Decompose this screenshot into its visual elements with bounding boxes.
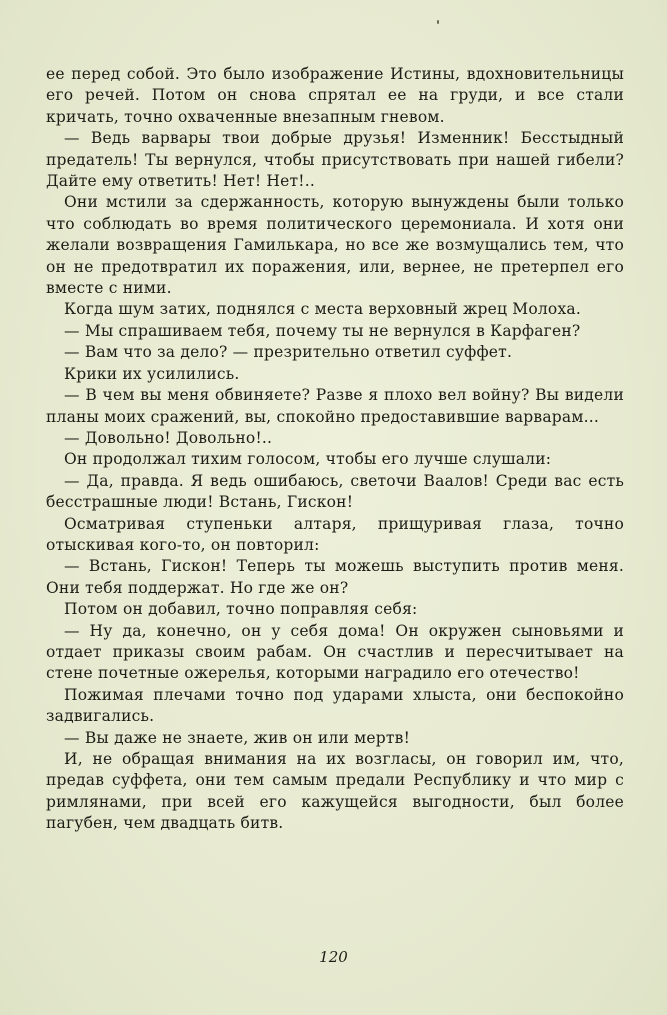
paragraph-10: Он продолжал тихим голосом, чтобы его лучше слушали: xyxy=(64,450,552,469)
paragraph-2: — Ведь варвары твои добрые друзья! Изменник! Бесстыдный предатель! Ты вернулся, чтобы присутствовать при нашей гибели? Дайте ему ответить! Нет! Нет!.. xyxy=(46,129,624,191)
paragraph-15: — Ну да, конечно, он у себя дома! Он окружен сыновьями и отдает приказы своим рабам. Он счастлив и пересчитывает на стене почетные ожерелья, которыми наградило его отечество! xyxy=(46,621,624,683)
paper-speck xyxy=(437,20,439,24)
paragraph-8: — В чем вы меня обвиняете? Разве я плохо вел войну? Вы видели планы моих сражений, вы, спокойно предоставившие варварам... xyxy=(46,386,624,426)
paragraph-6: — Вам что за дело? — презрительно ответил суффет. xyxy=(64,343,513,362)
paragraph-7: Крики их усилились. xyxy=(64,364,240,383)
paragraph-14: Потом он добавил, точно поправляя себя: xyxy=(64,600,418,619)
paragraph-4: Когда шум затих, поднялся с места верховный жрец Молоха. xyxy=(64,300,581,319)
paragraph-9: — Довольно! Довольно!.. xyxy=(64,428,273,447)
paragraph-1: ее перед собой. Это было изображение Истины, вдохновительницы его речей. Потом он снова спрятал ее на груди, и все стали кричать, точно охваченные внезапным гневом. xyxy=(46,65,624,126)
paragraph-17: — Вы даже не знаете, жив он или мертв! xyxy=(64,728,411,747)
paragraph-11: — Да, правда. Я ведь ошибаюсь, светочи Ваалов! Среди вас есть бесстрашные люди! Встань, Гискон! xyxy=(46,471,624,512)
paragraph-12: Осматривая ступеньки алтаря, прищуривая глаза, точно отыскивая кого-то, он повторил: xyxy=(46,514,624,554)
paragraph-3: Они мстили за сдержанность, которую вынуждены были только что соблюдать во время политического церемониала. И хотя они желали возвращения Гамилькара, но все же возмущались тем, что он не предотвратил их поражения, или, вернее, не претерпел его вместе с ними. xyxy=(46,193,624,298)
paragraph-16: Пожимая плечами точно под ударами хлыста, они беспокойно задвигались. xyxy=(46,685,624,726)
paragraph-13: — Встань, Гискон! Теперь ты можешь выступить против меня. Они тебя поддержат. Но где же он? xyxy=(46,557,624,597)
body-text xyxy=(46,64,624,835)
page-number: 120 xyxy=(319,948,348,966)
paragraph-18: И, не обращая внимания на их возгласы, он говорил им, что, предав суффета, они тем самым предали Республику и что мир с римлянами, при всей его кажущейся выгодности, был более пагубен, чем двадцать битв. xyxy=(46,750,624,833)
paragraph-5: — Мы спрашиваем тебя, почему ты не вернулся в Карфаген? xyxy=(64,321,581,340)
